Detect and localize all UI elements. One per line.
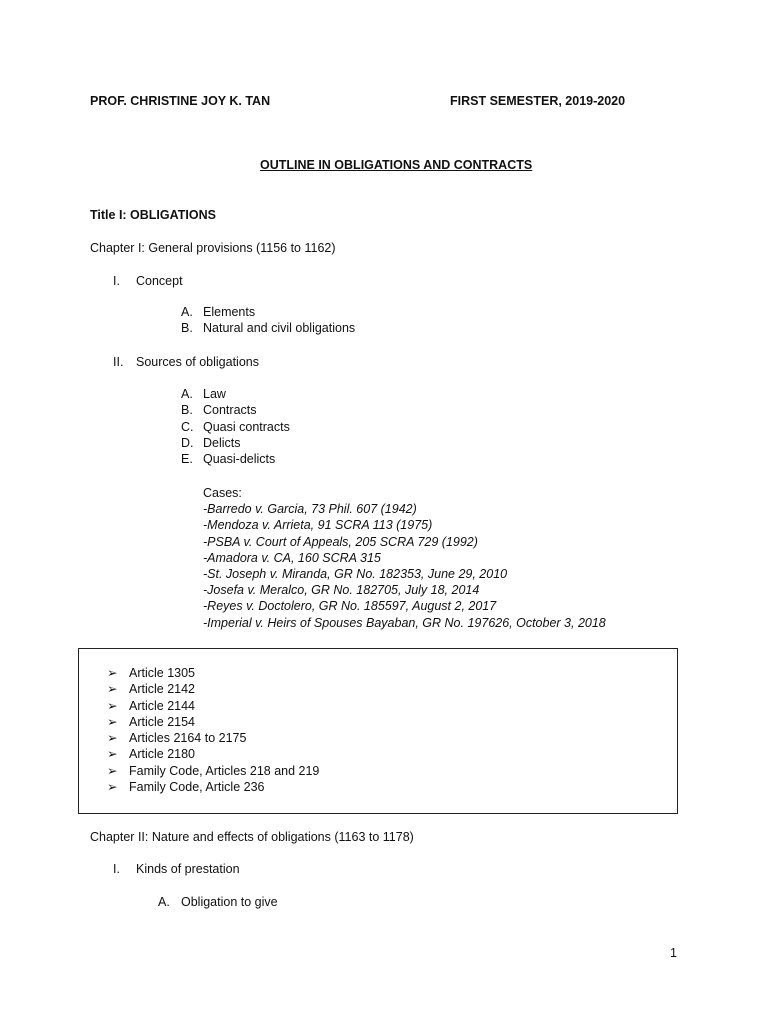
case-citation: -Amadora v. CA, 160 SCRA 315	[203, 550, 381, 565]
case-citation: -Mendoza v. Arrieta, 91 SCRA 113 (1975)	[203, 518, 433, 533]
professor-name: PROF. CHRISTINE JOY K. TAN	[90, 94, 271, 108]
list-marker: C.	[181, 419, 194, 434]
chapter-2-heading: Chapter II: Nature and effects of obligations (1163 to 1178)	[90, 830, 414, 844]
arrow-bullet-icon: ➢	[107, 714, 118, 729]
case-citation: -Reyes v. Doctolero, GR No. 185597, August 2, 2017	[203, 599, 497, 614]
section-concept-label: Concept	[136, 274, 183, 288]
cases-label: Cases:	[203, 486, 242, 500]
list-text: Quasi contracts	[203, 419, 290, 434]
list-marker: A.	[158, 895, 170, 909]
list-item	[107, 746, 507, 762]
case-citation: -Josefa v. Meralco, GR No. 182705, July 18, 2014	[203, 583, 480, 598]
list-item	[181, 419, 481, 435]
case-citation: -PSBA v. Court of Appeals, 205 SCRA 729 (1992)	[203, 534, 478, 549]
section-prestation-label: Kinds of prestation	[136, 862, 240, 876]
section-marker: I.	[113, 862, 120, 876]
section-marker: II.	[113, 355, 124, 369]
article-text: Article 2154	[129, 714, 196, 729]
list-item	[181, 320, 481, 336]
list-marker: A.	[181, 387, 193, 401]
list-marker: E.	[181, 452, 193, 467]
articles-list	[107, 665, 507, 795]
list-item	[107, 698, 507, 714]
article-text: Article 1305	[129, 666, 196, 680]
article-text: Article 2142	[129, 682, 196, 697]
list-item	[107, 665, 507, 681]
section-sources-label: Sources of obligations	[136, 355, 259, 369]
page-number: 1	[670, 946, 677, 960]
article-text: Family Code, Articles 218 and 219	[129, 763, 320, 778]
list-item	[181, 304, 481, 320]
list-marker: B.	[181, 403, 193, 418]
list-marker: D.	[181, 435, 194, 450]
list-marker: B.	[181, 321, 193, 336]
list-text: Delicts	[203, 435, 241, 450]
title-obligations: Title I: OBLIGATIONS	[90, 208, 216, 222]
semester-label: FIRST SEMESTER, 2019-2020	[450, 94, 626, 108]
list-text: Contracts	[203, 403, 257, 418]
arrow-bullet-icon: ➢	[107, 698, 118, 713]
concept-sublist	[181, 304, 481, 337]
list-item	[107, 681, 507, 697]
list-text: Elements	[203, 305, 256, 319]
list-item	[181, 386, 481, 402]
list-item	[107, 763, 507, 779]
list-item	[107, 714, 507, 730]
arrow-bullet-icon: ➢	[107, 780, 118, 795]
list-marker: A.	[181, 305, 193, 319]
article-text: Article 2144	[129, 698, 196, 713]
list-text: Quasi-delicts	[203, 452, 276, 467]
list-text: Natural and civil obligations	[203, 321, 356, 336]
list-text: Law	[203, 387, 226, 401]
arrow-bullet-icon: ➢	[107, 731, 118, 746]
case-citation: -St. Joseph v. Miranda, GR No. 182353, June 29, 2010	[203, 566, 508, 581]
list-item	[181, 435, 481, 451]
arrow-bullet-icon: ➢	[107, 763, 118, 778]
articles-box	[78, 648, 678, 814]
case-citation: -Imperial v. Heirs of Spouses Bayaban, GR No. 197626, October 3, 2018	[203, 615, 606, 630]
list-item	[181, 402, 481, 418]
section-marker: I.	[113, 274, 120, 288]
article-text: Articles 2164 to 2175	[129, 731, 247, 746]
list-item	[107, 730, 507, 746]
article-text: Family Code, Article 236	[129, 780, 265, 795]
arrow-bullet-icon: ➢	[107, 747, 118, 762]
arrow-bullet-icon: ➢	[107, 666, 118, 680]
chapter-1-heading: Chapter I: General provisions (1156 to 1162)	[90, 241, 336, 255]
cases-block	[203, 485, 606, 631]
article-text: Article 2180	[129, 747, 196, 762]
case-citation: -Barredo v. Garcia, 73 Phil. 607 (1942)	[203, 502, 417, 517]
sources-sublist	[181, 386, 481, 467]
arrow-bullet-icon: ➢	[107, 682, 118, 697]
document-title: OUTLINE IN OBLIGATIONS AND CONTRACTS	[260, 158, 533, 172]
obligation-to-give-text: Obligation to give	[181, 895, 278, 909]
list-item	[107, 779, 507, 795]
list-item	[181, 451, 481, 467]
